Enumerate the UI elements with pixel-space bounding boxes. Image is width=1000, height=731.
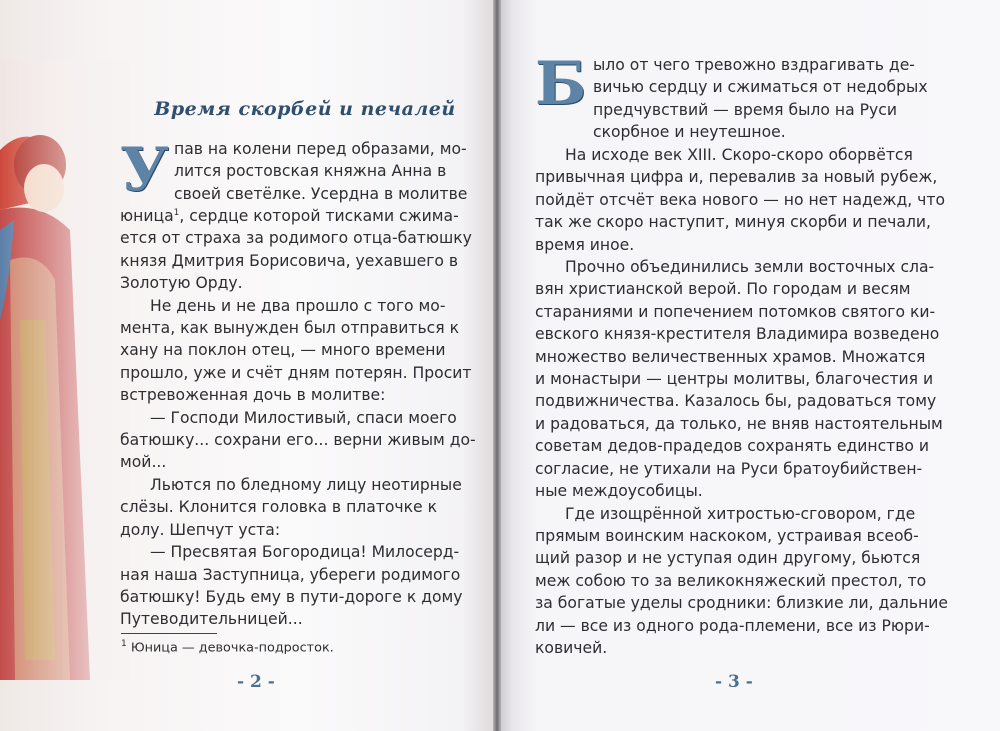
- text-line: привычная цифра и, перевалив за новый рубеж,: [535, 168, 938, 187]
- paragraph-1-indented: [593, 54, 928, 144]
- page-number-left: - 2 -: [237, 672, 275, 692]
- text-line: ется от страха за родимого отца-батюшку: [120, 229, 472, 248]
- text-line: хану на поклон отец, — много времени: [120, 341, 446, 360]
- right-page: [497, 0, 1000, 731]
- text-line: — Пресвятая Богородица! Милосерд-: [150, 543, 460, 562]
- text-line: долу. Шепчут уста:: [120, 520, 281, 539]
- text-line: и радоваться, да только, не вняв настоятельным: [535, 414, 943, 433]
- footnote-mark: 1: [173, 207, 180, 218]
- text-line: согласие, не утихали на Руси братоубийствен-: [535, 459, 923, 478]
- text-line: князя Дмитрия Борисовича, уехавшего в: [120, 251, 459, 270]
- text-line: ные междоусобицы.: [535, 482, 703, 501]
- footnote-text: Юница — девочка-подросток.: [130, 640, 334, 656]
- text-line: щий разор и не уступая один другому, бьются: [535, 549, 921, 568]
- text-line: прямым воинским наскоком, устраивая всеоб-: [535, 526, 919, 545]
- text-line: подвижничества. Казалось бы, радоваться тому: [535, 392, 937, 411]
- footnote-divider: [121, 633, 217, 634]
- text-line: Путеводительницей...: [120, 610, 303, 629]
- text-line: вян христианской верой. По городам и весям: [535, 280, 911, 299]
- text-line: ковичей.: [535, 638, 608, 657]
- text-line: вичью сердцу и сжиматься от недобрых: [593, 78, 928, 97]
- text-line: так же скоро наступит, минуя скорби и печали,: [535, 213, 932, 232]
- text-line: стараниями и попечением потомков святого ки-: [535, 302, 936, 321]
- footnote-number: 1: [121, 639, 127, 649]
- dropcap-letter: У: [120, 135, 169, 205]
- text-line: мента, как вынужден был отправиться к: [120, 319, 460, 338]
- page-number-right: - 3 -: [715, 672, 753, 692]
- text-line: меж собою то за великокняжеский престол, то: [535, 571, 927, 590]
- text-line: [120, 205, 476, 227]
- text-line: батюшку! Будь ему в пути-дороге к дому: [120, 587, 463, 606]
- text-line: ная наша Заступница, убереги родимого: [120, 565, 461, 584]
- text-line: мой...: [120, 453, 167, 472]
- text-line: за богатые уделы сродники: близкие ли, дальние: [535, 594, 948, 613]
- text-line: Прочно объединились земли восточных сла-: [565, 258, 935, 277]
- text-line: советам дедов-прадедов сохранять единство и: [535, 437, 930, 456]
- paragraph-1-indented: [174, 138, 467, 205]
- text-line: слёзы. Клонится головка в платочке к: [120, 498, 438, 517]
- text-line: предчувствий — время было на Руси: [593, 100, 897, 119]
- chapter-heading: Время скорбей и печалей: [154, 98, 456, 120]
- text-line: прошло, уже и счёт дням потерян. Просит: [120, 363, 472, 382]
- text-line: лится ростовская княжна Анна в: [174, 162, 447, 181]
- text-line: ыло от чего тревожно вздрагивать де-: [593, 56, 915, 74]
- text-line: пав на колени перед образами, мо-: [174, 140, 467, 158]
- text-line: пойдёт отсчёт века нового — но нет надежд, что: [535, 190, 945, 209]
- text-line: На исходе век XIII. Скоро-скоро оборвётся: [565, 146, 913, 164]
- text-line: время иное.: [535, 235, 635, 254]
- right-text-body: [535, 144, 948, 659]
- text-line: встревоженная дочь в молитве:: [120, 386, 386, 405]
- text-line: своей светёлке. Усердна в молитве: [174, 184, 468, 203]
- text-line: и монастыри — центры молитвы, благочестия и: [535, 370, 934, 389]
- text-line: батюшку... сохрани его... верни живым до-: [120, 431, 476, 450]
- text-line: скорбное и неутешное.: [593, 123, 786, 142]
- text-line: евского князя-крестителя Владимира возведено: [535, 325, 940, 344]
- text-line: Золотую Орду.: [120, 274, 243, 293]
- left-page: [0, 0, 497, 731]
- text-line: ли — все из одного рода-племени, все из Рюри-: [535, 616, 930, 635]
- text-line: Не день и не два прошло с того мо-: [150, 296, 446, 315]
- text-fragment: юница: [120, 207, 174, 225]
- text-line: Где изощрённой хитростью-сговором, где: [565, 504, 916, 523]
- text-line: Льются по бледному лицу неотирные: [150, 475, 462, 494]
- princess-illustration: [0, 60, 130, 680]
- dropcap-letter: Б: [535, 49, 587, 119]
- book-spine-gutter: [493, 0, 501, 731]
- text-fragment: , сердце которой тисками сжима-: [179, 207, 459, 225]
- paragraph-1: [120, 205, 476, 631]
- footnote: [121, 639, 334, 655]
- text-line: множество величественных храмов. Множатся: [535, 347, 926, 366]
- text-line: — Господи Милостивый, спаси моего: [150, 408, 457, 427]
